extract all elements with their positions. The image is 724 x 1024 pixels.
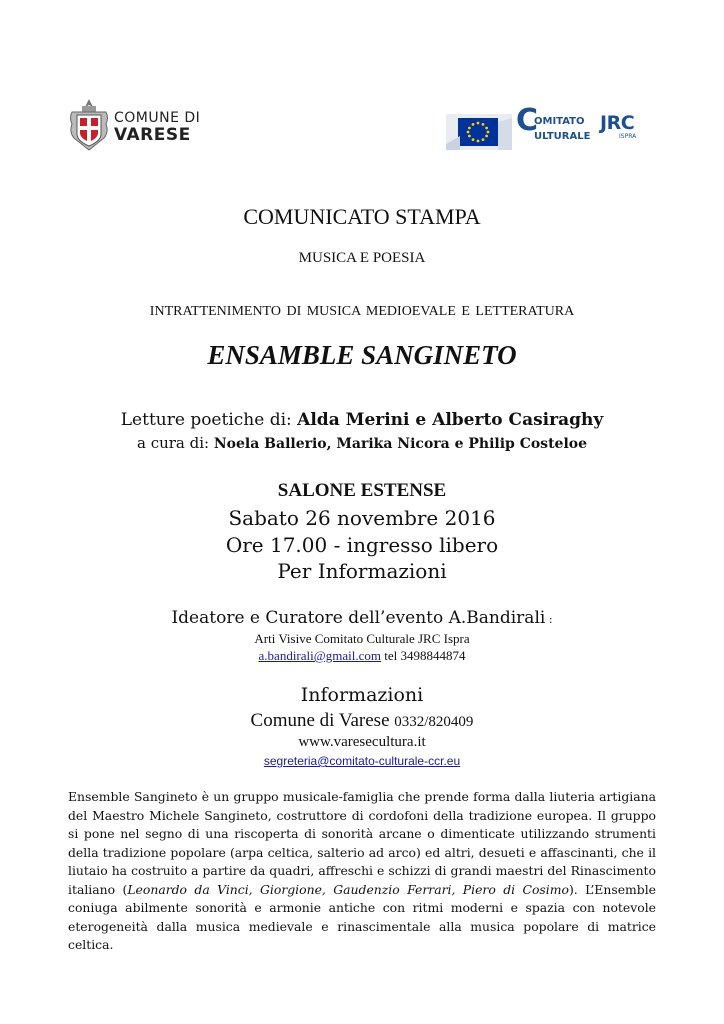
event-venue: SALONE ESTENSE (277, 480, 447, 501)
ensemble-name: ENSAMBLE SANGINETO (207, 340, 517, 370)
curator-text: Ideatore e Curatore dell’evento A.Bandirali (171, 608, 546, 628)
varese-crest-icon (68, 98, 110, 152)
document-subtitle: MUSICA E POESIA (298, 250, 426, 266)
event-date: Sabato 26 novembre 2016 (228, 506, 496, 530)
curator-line (0, 608, 724, 628)
cura-names: Noela Ballerio, Marika Nicora e Philip Costeloe (213, 436, 588, 452)
description-paragraph (68, 788, 656, 955)
info-org: Comune di Varese (250, 710, 395, 731)
varese-logo-line2: VARESE (114, 125, 191, 145)
letture-line (0, 410, 724, 430)
jrc-logo-c-glyph: C (516, 103, 539, 138)
info-heading: Informazioni (300, 684, 424, 706)
curator-role: Arti Visive Comitato Culturale JRC Ispra (254, 631, 470, 646)
letture-authors: Alda Merini e Alberto Casiraghy (297, 410, 604, 430)
curator-tel: tel 3498844874 (380, 648, 466, 663)
curator-colon: : (545, 613, 553, 626)
cura-line (0, 434, 724, 452)
curator-email-link[interactable]: a.bandirali@gmail.com (258, 648, 381, 663)
paragraph-part2: ). L’Ensemble coniuga abilmente sonorità e armonie antiche con ritmi moderni e spazia con notevole eterogeneità dalla musica medievale e rinascimentale alla musica popolare di matrice celtica. (68, 881, 656, 952)
info-email-line (0, 754, 724, 768)
european-commission-flag-icon (446, 114, 512, 150)
intrattenimento-line: INTRATTENIMENTO DI MUSICA MEDIOEVALE E LETTERATURA (149, 304, 575, 319)
cura-label: a cura di: (136, 434, 214, 452)
info-website: www.varesecultura.it (298, 734, 426, 750)
varese-logo-line1: COMUNE DI (114, 110, 201, 126)
curator-contact (0, 648, 724, 664)
info-email-link[interactable]: segreteria@comitato-culturale-ccr.eu (263, 754, 461, 768)
comune-varese-logo (68, 98, 208, 152)
event-info-label: Per Informazioni (277, 559, 447, 583)
paragraph-artists: Leonardo da Vinci, Giorgione, Gaudenzio Ferrari, Piero di Cosimo (127, 881, 569, 897)
info-org-line (0, 710, 724, 732)
comitato-culturale-jrc-logo (516, 103, 646, 156)
jrc-logo-brand: JRC (600, 112, 635, 134)
paragraph-part1: Ensemble Sangineto è un gruppo musicale-famiglia che prende forma dalla liuteria artigiana del Maestro Michele Sangineto, costruttore di cordofoni della tradizione europea. Il gruppo si pone nel segno di una riscoperta di sonorità arcane o dimenticate utilizzando strumenti della tradizione popolare (arpa celtica, salterio ad arco) ed altri, desueti e affascinanti, che il liutaio ha costruito a partire da quadri, affreschi e schizzi di grandi maestri del Rinascimento italiano ( (68, 789, 656, 897)
info-phone: 0332/820409 (394, 714, 474, 730)
event-time: Ore 17.00 - ingresso libero (225, 533, 499, 557)
jrc-logo-sub: ISPRA (619, 133, 637, 140)
document-title: COMUNICATO STAMPA (243, 204, 481, 229)
jrc-logo-text1: OMITATO (534, 116, 585, 127)
jrc-logo-text2: ULTURALE (534, 131, 591, 142)
letture-label: Letture poetiche di: (120, 410, 298, 430)
